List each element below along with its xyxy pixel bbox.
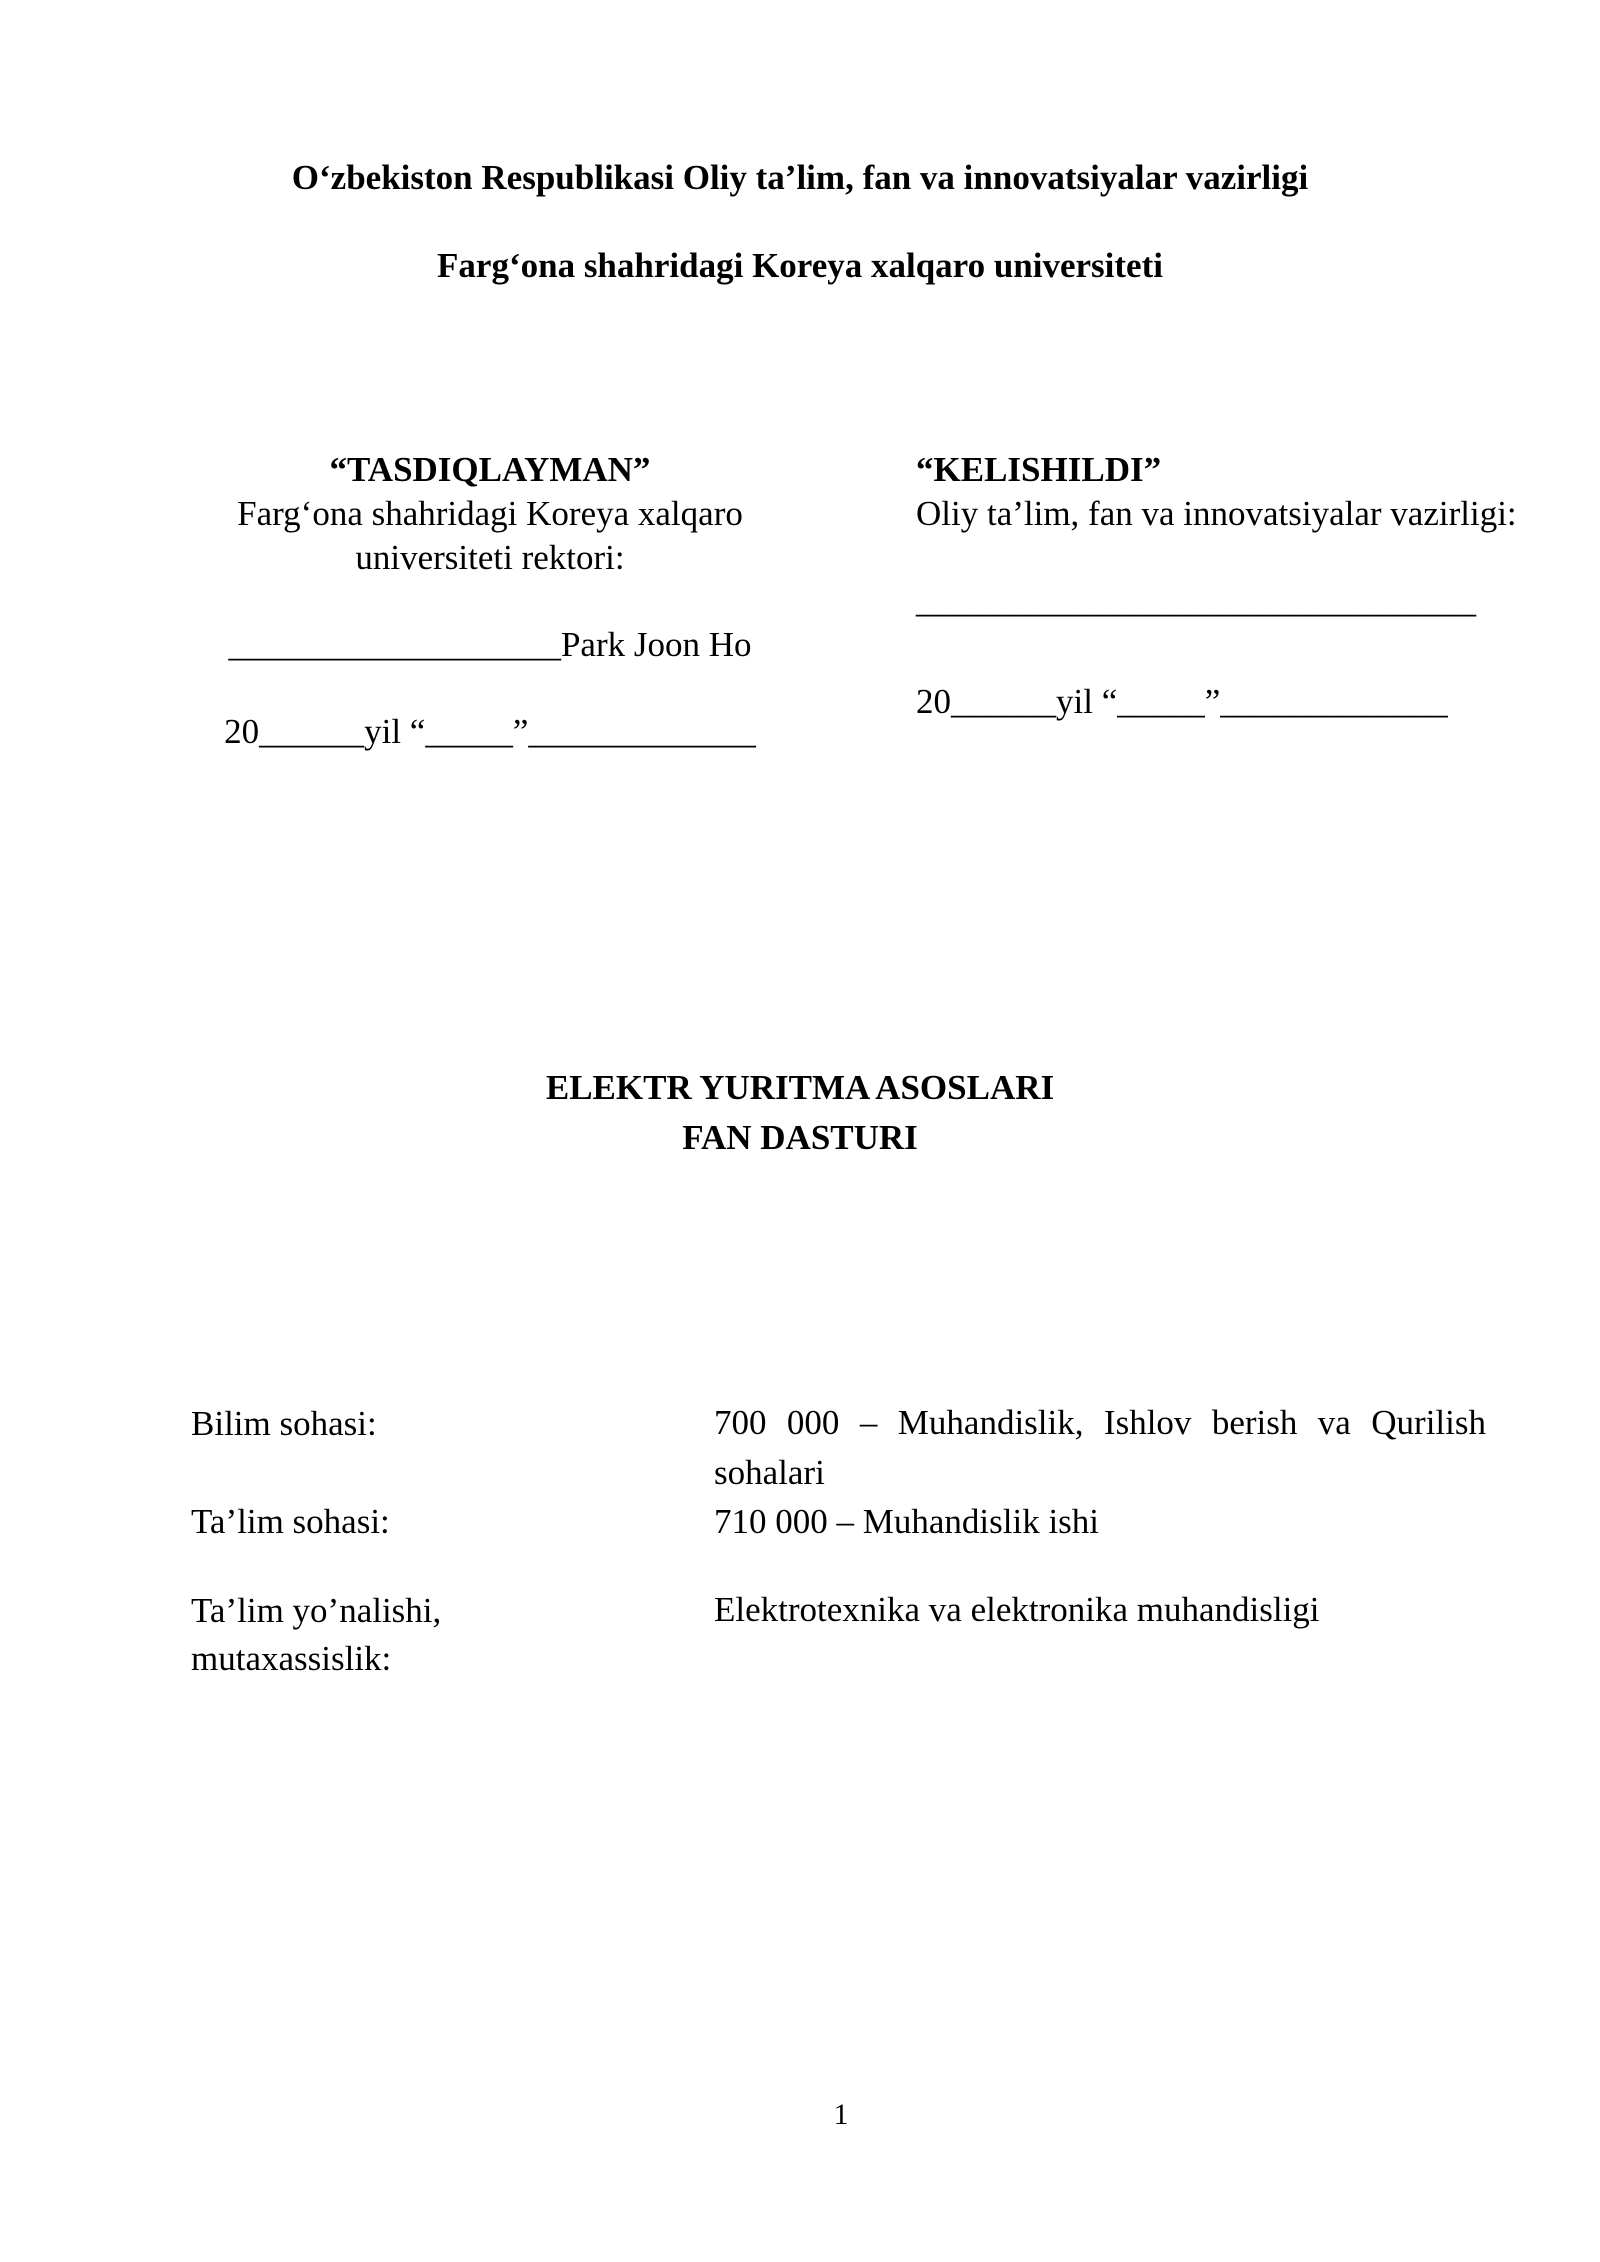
approval-right-date: 20______yil “_____”_____________: [916, 682, 1448, 721]
approval-left-date: 20______yil “_____”_____________: [224, 712, 756, 751]
approval-left-line2: universiteti rektori:: [355, 538, 625, 577]
approval-left-title: “TASDIQLAYMAN”: [329, 450, 651, 489]
knowledge-area-label: Bilim sohasi:: [191, 1404, 377, 1443]
education-area-label: Ta’lim sohasi:: [191, 1502, 390, 1541]
approval-right-line1: Oliy ta’lim, fan va innovatsiyalar vazirligi:: [916, 494, 1517, 533]
document-subtitle: FAN DASTURI: [682, 1118, 918, 1157]
university-heading: Farg‘ona shahridagi Koreya xalqaro universiteti: [437, 246, 1163, 285]
approval-left-line1: Farg‘ona shahridagi Koreya xalqaro: [237, 494, 743, 533]
document-title: ELEKTR YURITMA ASOSLARI: [545, 1068, 1055, 1107]
knowledge-area-value: 700 000 – Muhandislik, Ishlov berish va Qurilish sohalari: [714, 1403, 1486, 1492]
page-number: 1: [833, 2098, 849, 2131]
direction-label: Ta’lim yo’nalishi, mutaxassislik:: [191, 1591, 442, 1678]
approval-left-signature: ___________________Park Joon Ho: [228, 625, 752, 664]
education-area-value: 710 000 – Muhandislik ishi: [714, 1502, 1100, 1541]
approval-right-signature: ________________________________: [916, 581, 1476, 620]
ministry-heading: O‘zbekiston Respublikasi Oliy ta’lim, fan va innovatsiyalar vazirligi: [291, 158, 1309, 197]
approval-block-right: [916, 448, 1576, 724]
approval-block-left: [190, 448, 790, 754]
approval-right-title: “KELISHILDI”: [916, 450, 1162, 489]
direction-value: Elektrotexnika va elektronika muhandisligi: [714, 1590, 1320, 1629]
